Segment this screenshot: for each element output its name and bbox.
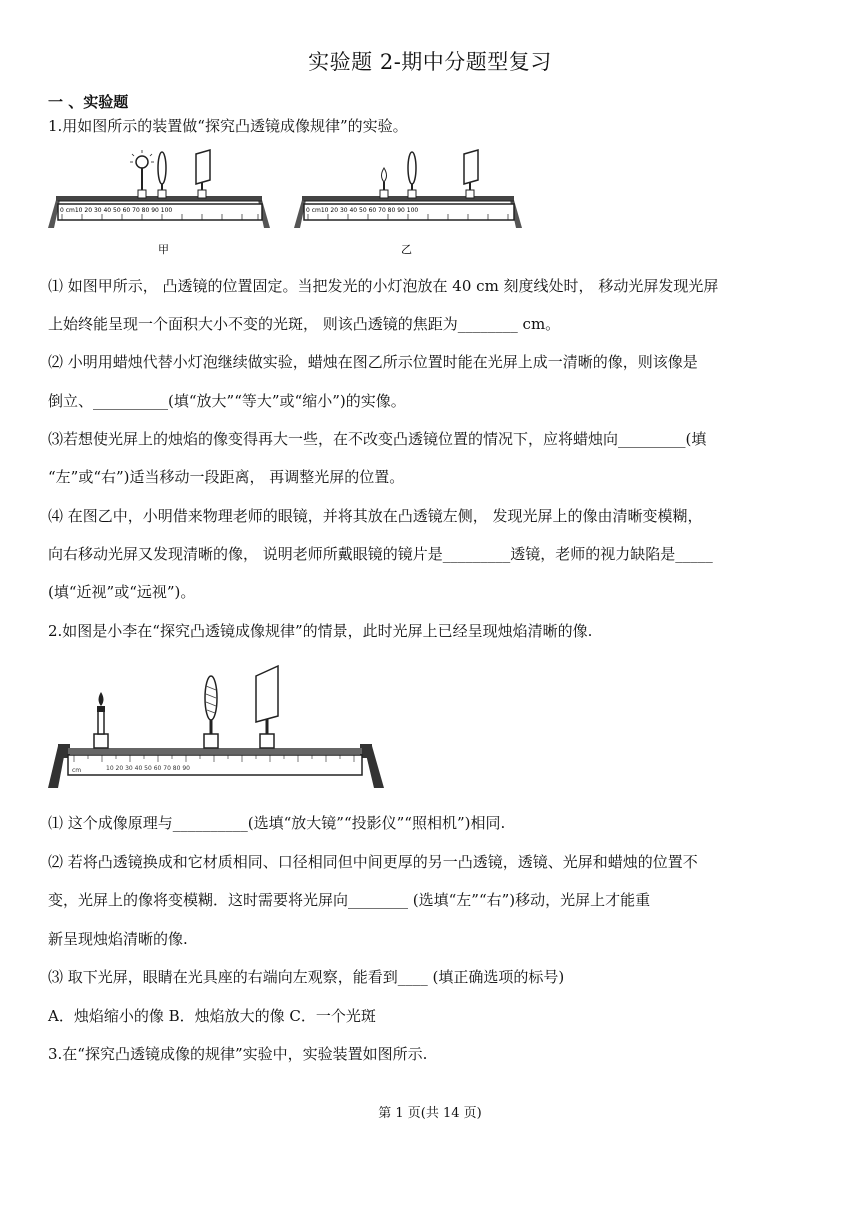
q2-figure: [46, 660, 386, 792]
q2-line-2: ⑵ 若将凸透镜换成和它材质相同、口径相同但中间更厚的另一凸透镜，透镜、光屏和蜡烛的位置不: [48, 853, 698, 871]
page-footer: 第 1 页(共 14 页): [378, 1106, 482, 1121]
bench-yi: [294, 150, 522, 228]
svg-text:cm: cm: [72, 767, 82, 774]
bench-jia: [48, 150, 270, 228]
q1-line-3: ⑵ 小明用蜡烛代替小灯泡继续做实验，蜡烛在图乙所示位置时能在光屏上成一清晰的像，则该像是: [48, 353, 698, 371]
q1-stem: 1.用如图所示的装置做“探究凸透镜成像规律”的实验。: [48, 117, 408, 135]
svg-text:0 cm10 20 30 40 50 60 70: 0 cm10 20 30 40 50 60 70 80 90 100: [60, 207, 173, 214]
svg-text:10 20 30 40 50: 10 20 30 40 50 60 70 80 90: [106, 765, 190, 772]
q1-line-1: ⑴ 如图甲所示， 凸透镜的位置固定。当把发光的小灯泡放在 40 cm 刻度线处时， 移动光屏发现光屏: [48, 277, 719, 295]
q1-line-7: ⑷ 在图乙中，小明借来物理老师的眼镜，并将其放在凸透镜左侧， 发现光屏上的像由清晰变模糊，: [48, 507, 703, 525]
fig-label-yi: 乙: [401, 243, 412, 256]
fig-label-jia: 甲: [158, 243, 169, 256]
q2-stem: 2.如图是小李在“探究凸透镜成像规律”的情景，此时光屏上已经呈现烛焰清晰的像.: [48, 622, 593, 640]
page-title: 实验题 2-期中分题型复习: [308, 50, 552, 74]
q2-line-3: 变，光屏上的像将变模糊．这时需要将光屏向________ (选填“左”“右”)移动，光屏上才能重: [48, 891, 651, 909]
q1-line-9: (填“近视”或“远视”)。: [48, 583, 196, 601]
svg-text:0 cm10 20 30 40 50 60 70: 0 cm10 20 30 40 50 60 70 80 90 100: [306, 207, 419, 214]
q2-options: A．烛焰缩小的像 B．烛焰放大的像 C．一个光斑: [48, 1007, 376, 1025]
q1-line-4: 倒立、__________(填“放大”“等大”或“缩小”)的实像。: [48, 392, 406, 410]
q1-line-6: “左”或“右”)适当移动一段距离， 再调整光屏的位置。: [48, 468, 405, 486]
q1-line-2: 上始终能呈现一个面积大小不变的光斑， 则该凸透镜的焦距为________ cm。: [48, 315, 561, 333]
q3-stem: 3.在“探究凸透镜成像的规律”实验中，实验装置如图所示.: [48, 1045, 428, 1063]
q2-line-5: ⑶ 取下光屏，眼睛在光具座的右端向左观察，能看到____ (填正确选项的标号): [48, 968, 565, 986]
q1-figure: [46, 146, 526, 258]
q1-line-5: ⑶若想使光屏上的烛焰的像变得再大一些，在不改变凸透镜位置的情况下，应将蜡烛向_________(填: [48, 430, 707, 448]
q1-line-8: 向右移动光屏又发现清晰的像， 说明老师所戴眼镜的镜片是_________透镜，老师的视力缺陷是_____: [48, 545, 713, 563]
section-heading: 一 、实验题: [48, 93, 129, 111]
q2-line-1: ⑴ 这个成像原理与__________(选填“放大镜”“投影仪”“照相机”)相同.: [48, 814, 506, 832]
q2-line-4: 新呈现烛焰清晰的像.: [48, 930, 188, 948]
